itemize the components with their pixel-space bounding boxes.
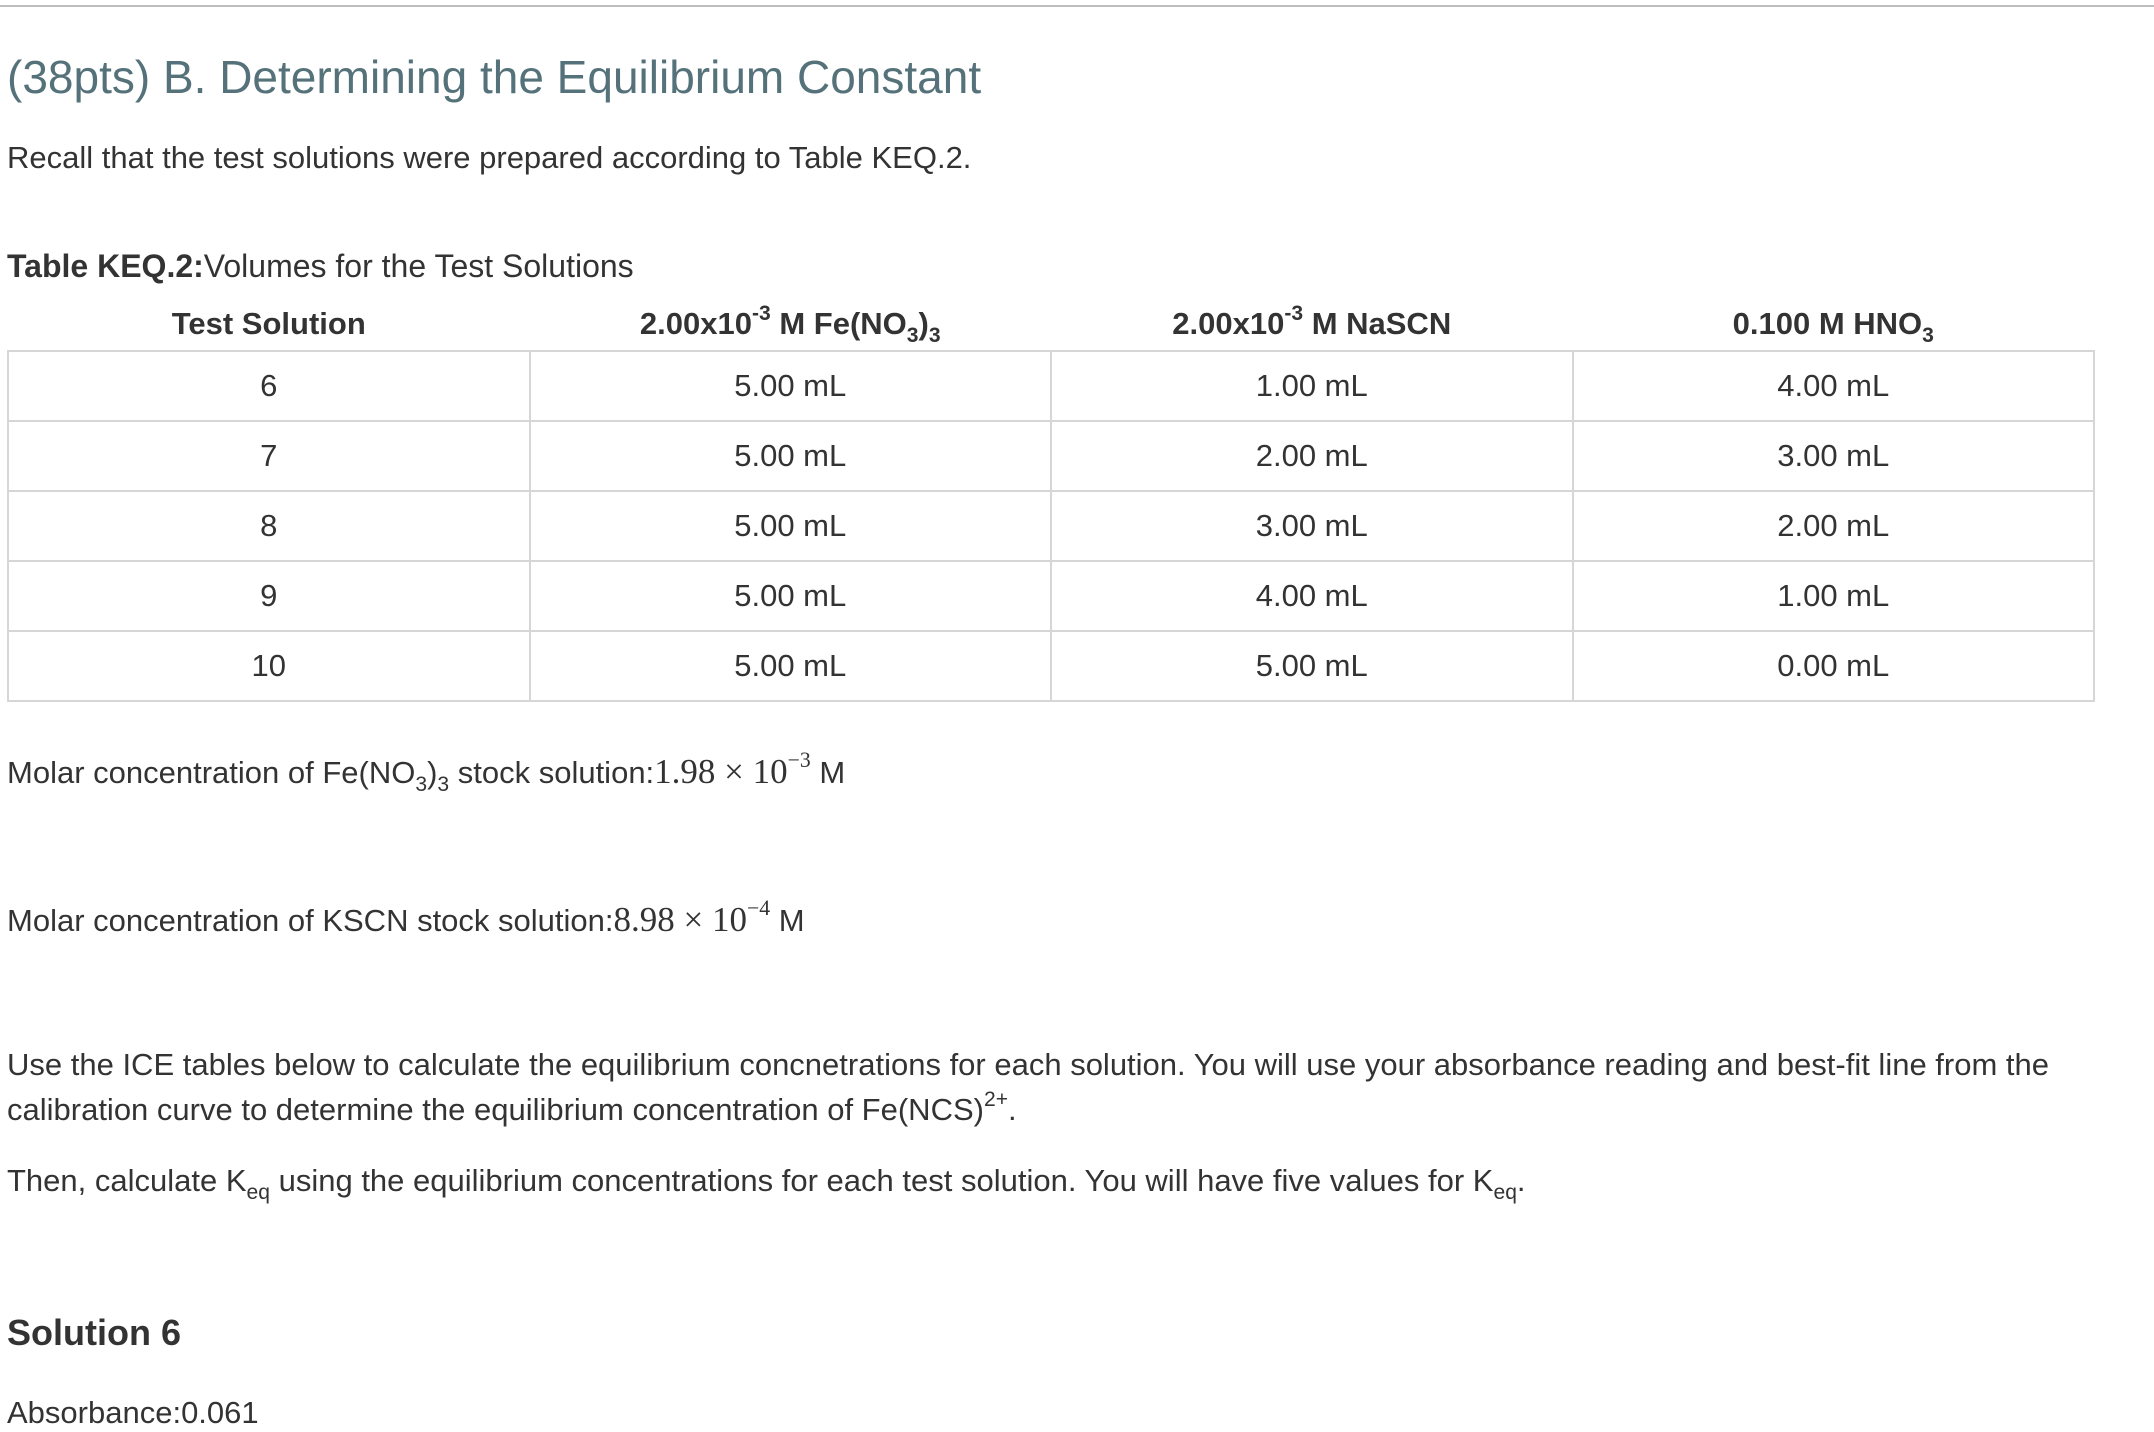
absorbance-value: 0.061 bbox=[181, 1395, 259, 1430]
cell-test-solution: 6 bbox=[8, 351, 530, 421]
cell-test-solution: 8 bbox=[8, 491, 530, 561]
fe-stock-value bbox=[654, 748, 811, 791]
instructions-p2-mid: using the equilibrium concentrations for each test solution. You will have five values for K bbox=[269, 1163, 1494, 1198]
kscn-stock-concentration bbox=[7, 896, 805, 940]
cell-nascn-volume: 4.00 mL bbox=[1051, 561, 1573, 631]
fe-stock-label-post: stock solution: bbox=[449, 755, 655, 790]
kscn-stock-unit: M bbox=[770, 903, 805, 938]
header-fe-nitrate bbox=[530, 292, 1052, 351]
absorbance-line bbox=[7, 1395, 259, 1431]
fe-stock-label-pre: Molar concentration of Fe(NO bbox=[7, 755, 416, 790]
cell-fe-volume: 5.00 mL bbox=[530, 421, 1052, 491]
fe-stock-concentration bbox=[7, 748, 846, 797]
fe-stock-mantissa: 1.98 × 10 bbox=[654, 752, 788, 791]
table-row bbox=[8, 421, 2094, 491]
kscn-stock-label: Molar concentration of KSCN stock solution: bbox=[7, 903, 614, 938]
instructions-p1-end: . bbox=[1008, 1092, 1017, 1127]
table-caption-text: Volumes for the Test Solutions bbox=[203, 248, 634, 284]
cell-nascn-volume: 1.00 mL bbox=[1051, 351, 1573, 421]
instructions-p2-end: . bbox=[1516, 1163, 1526, 1198]
cell-test-solution: 10 bbox=[8, 631, 530, 701]
intro-text: Recall that the test solutions were prepared according to Table KEQ.2. bbox=[7, 140, 972, 175]
cell-nascn-volume: 5.00 mL bbox=[1051, 631, 1573, 701]
cell-nascn-volume: 3.00 mL bbox=[1051, 491, 1573, 561]
header-fe-pre: 2.00x10 bbox=[639, 306, 752, 341]
volumes-table bbox=[7, 292, 2095, 702]
fe-stock-label-sub1: 3 bbox=[415, 773, 428, 797]
fe-stock-unit: M bbox=[810, 755, 846, 790]
cell-hno3-volume: 2.00 mL bbox=[1573, 491, 2095, 561]
header-fe-mid: M Fe(NO bbox=[770, 306, 907, 341]
absorbance-label: Absorbance: bbox=[7, 1395, 182, 1430]
header-hno3-pre: 0.100 M HNO bbox=[1732, 306, 1923, 341]
kscn-stock-value bbox=[613, 896, 771, 939]
top-divider bbox=[0, 5, 2154, 7]
cell-nascn-volume: 2.00 mL bbox=[1051, 421, 1573, 491]
table-caption-label: Table KEQ.2: bbox=[7, 248, 204, 284]
header-nascn bbox=[1051, 292, 1573, 351]
kscn-stock-mantissa: 8.98 × 10 bbox=[613, 900, 747, 939]
table-row bbox=[8, 491, 2094, 561]
cell-fe-volume: 5.00 mL bbox=[530, 561, 1052, 631]
instructions-p2-sub2: eq bbox=[1493, 1181, 1517, 1205]
cell-hno3-volume: 0.00 mL bbox=[1573, 631, 2095, 701]
instructions-p2-pre: Then, calculate K bbox=[7, 1163, 247, 1198]
header-test-solution: Test Solution bbox=[171, 306, 366, 341]
fe-stock-exponent: −3 bbox=[787, 748, 811, 773]
fe-stock-label-close: ) bbox=[427, 755, 438, 790]
header-hno3-sub: 3 bbox=[1922, 324, 1934, 348]
header-fe-sub2: 3 bbox=[928, 324, 941, 348]
header-nascn-pre: 2.00x10 bbox=[1172, 306, 1285, 341]
table-row bbox=[8, 631, 2094, 701]
header-fe-sub1: 3 bbox=[906, 324, 919, 348]
instructions-p1-text: Use the ICE tables below to calculate the equilibrium concnetrations for each solution. You will use your absorbance reading and best-fit line from the calibration curve to determine the equilibrium concentration of Fe(NCS) bbox=[7, 1047, 2050, 1127]
cell-test-solution: 7 bbox=[8, 421, 530, 491]
cell-test-solution: 9 bbox=[8, 561, 530, 631]
cell-hno3-volume: 3.00 mL bbox=[1573, 421, 2095, 491]
cell-fe-volume: 5.00 mL bbox=[530, 491, 1052, 561]
table-row bbox=[8, 561, 2094, 631]
instructions-p1-charge: 2+ bbox=[983, 1087, 1009, 1111]
header-hno3 bbox=[1573, 292, 2095, 351]
header-nascn-post: M NaSCN bbox=[1303, 306, 1452, 341]
header-fe-close: ) bbox=[918, 306, 929, 341]
instructions-paragraph-1 bbox=[7, 1042, 2127, 1132]
table-header-row bbox=[8, 292, 2094, 351]
instructions-paragraph-2 bbox=[7, 1158, 2127, 1203]
section-title: (38pts) B. Determining the Equilibrium Constant bbox=[7, 51, 982, 103]
table-row bbox=[8, 351, 2094, 421]
fe-stock-label-sub2: 3 bbox=[437, 773, 450, 797]
cell-hno3-volume: 1.00 mL bbox=[1573, 561, 2095, 631]
table-caption bbox=[7, 248, 634, 285]
solution-6-heading: Solution 6 bbox=[7, 1312, 181, 1353]
kscn-stock-exponent: −4 bbox=[747, 896, 771, 921]
header-fe-exp: -3 bbox=[751, 301, 771, 325]
cell-fe-volume: 5.00 mL bbox=[530, 631, 1052, 701]
header-nascn-exp: -3 bbox=[1284, 301, 1304, 325]
cell-hno3-volume: 4.00 mL bbox=[1573, 351, 2095, 421]
instructions-p2-sub1: eq bbox=[246, 1181, 270, 1205]
cell-fe-volume: 5.00 mL bbox=[530, 351, 1052, 421]
